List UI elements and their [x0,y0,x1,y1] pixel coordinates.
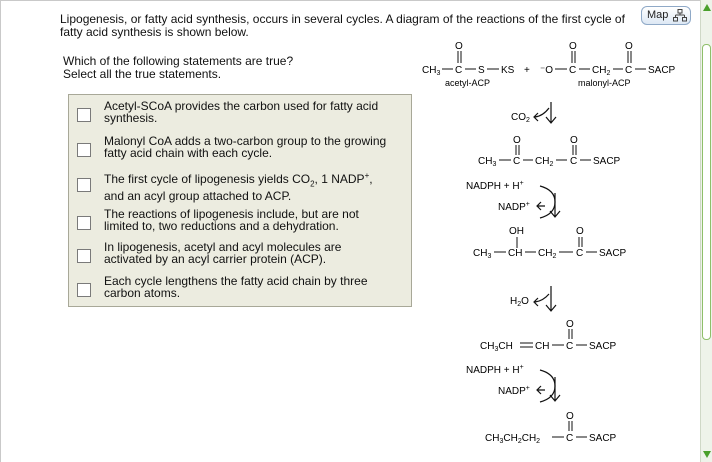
scroll-up-arrow-icon[interactable] [702,3,712,13]
option-text: Each cycle lengthens the fatty acid chain by three [104,274,368,288]
svg-text:C: C [455,65,463,76]
option-text: synthesis. [104,111,158,125]
svg-text:CH2: $CH_2$ [592,65,611,77]
svg-text:CH3CH2CH2: $CH_3CH_2CH_2$ [485,433,541,445]
option-checkbox[interactable] [77,143,91,157]
intro-line-1: Lipogenesis, or fatty acid synthesis, occurs in several cycles. A diagram of the reactions of the first cycle of [60,13,625,26]
option-text: and an acyl group attached to ACP. [104,189,292,204]
svg-text:+: + [524,65,530,76]
svg-text:SACP: SACP [593,156,621,167]
svg-text:O: O [455,41,463,52]
option-text: Acetyl-SCoA provides the carbon used for fatty acid [104,99,379,113]
acetyl-acp-label: acetyl-ACP [445,78,491,88]
svg-text:O: O [576,226,584,237]
answer-options [68,94,412,307]
svg-text:C: C [570,156,578,167]
option-checkbox[interactable] [77,178,91,192]
svg-text:NADP+: NADP+ [498,385,530,397]
svg-text:C: C [569,65,577,76]
svg-text:CH3CH: $CH_3CH$ [480,341,513,353]
acetoacetyl-acp [478,135,621,168]
option-text: Malonyl CoA adds a two-carbon group to the growing [104,134,387,148]
scroll-down-arrow-icon[interactable] [702,449,712,459]
svg-text:NADP+: NADP+ [498,201,530,213]
svg-text:NADPH + H+: NADPH + H+ [466,180,524,192]
map-button-label: Map [647,9,669,21]
svg-text:SACP: SACP [648,65,676,76]
option-checkbox[interactable] [77,216,91,230]
svg-text:OH: OH [509,226,524,237]
svg-text:S: S [478,65,485,76]
svg-text:CH2: $CH_2$ [535,156,554,168]
svg-text:O: O [566,319,574,330]
lipogenesis-reaction-diagram [415,38,690,453]
option-text: The first cycle of lipogenesis yields $CO_2$, 1 NADP+, [104,171,373,189]
svg-text:SACP: SACP [589,433,617,444]
svg-text:C: C [566,341,574,352]
option-checkbox[interactable] [77,283,91,297]
svg-text:O: O [569,41,577,52]
svg-text:C: C [513,156,521,167]
question-line-1: Which of the following statements are true? [63,54,294,68]
svg-text:O: O [513,135,521,146]
option-text: fatty acid chain with each cycle. [104,146,273,160]
question-line-2: Select all the true statements. [63,67,222,81]
svg-text:H2O: $H_2O$ [510,296,529,308]
scroll-thumb[interactable] [702,44,711,340]
svg-text:CH: CH [535,341,550,352]
svg-text:SACP: SACP [589,341,617,352]
malonyl-acp [540,41,676,88]
svg-text:CH: CH [508,248,523,259]
butyryl-acp [485,411,617,445]
svg-text:⁻O: ⁻O [540,65,554,76]
sitemap-icon [673,9,687,22]
option-text: In lipogenesis, acetyl and acyl molecules are [104,240,342,254]
svg-text:KS: KS [501,65,515,76]
svg-text:CH2: $CH_2$ [538,248,557,260]
intro-text [60,13,650,39]
option-text: limited to, two reductions and a dehydration. [104,219,339,233]
acetyl-acp [422,41,515,88]
svg-text:O: O [625,41,633,52]
svg-text:C: C [576,248,584,259]
option-text: carbon atoms. [104,286,181,300]
svg-text:SACP: SACP [599,248,627,259]
malonyl-acp-label: malonyl-ACP [578,78,631,88]
svg-text:CH3: $CH_3$ [473,248,492,260]
vertical-scrollbar[interactable] [700,0,712,462]
hydroxybutyryl-acp [473,226,627,260]
svg-text:C: C [566,433,574,444]
option-checkbox[interactable] [77,108,91,122]
option-text: The reactions of lipogenesis include, but are not [104,207,359,221]
svg-text:CH3: $CH_3$ [422,65,441,77]
svg-text:O: O [566,411,574,422]
svg-text:O: O [570,135,578,146]
svg-text:CO2: $CO_2$ [511,112,530,124]
svg-text:CH3: $CH_3$ [478,156,497,168]
option-checkbox[interactable] [77,249,91,263]
svg-text:C: C [625,65,633,76]
crotonyl-acp [480,319,617,353]
question-prompt [63,55,363,81]
svg-text:NADPH + H+: NADPH + H+ [466,364,524,376]
option-text: activated by an acyl carrier protein (ACP). [104,252,327,266]
intro-line-2: fatty acid synthesis is shown below. [60,25,249,39]
